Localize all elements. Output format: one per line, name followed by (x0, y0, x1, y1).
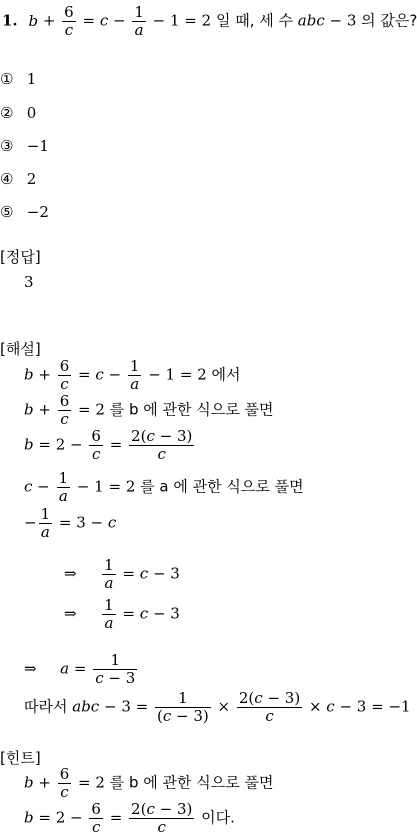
solution-line-1: b + $\frac{6}{c}$ = c − $\frac{1}{a}$ − 1 = 2 에서 (24, 357, 241, 393)
hint-label: [힌트] (0, 749, 41, 767)
choice-3[interactable]: ③ −1 (0, 137, 49, 155)
solution-line-9: 따라서 abc − 3 = $\frac{1}{(c - 3)}$ × $\frac{2(c - 3)}{c}$ × c − 3 = −1 (24, 689, 411, 725)
answer-label: [정답] (0, 248, 41, 266)
solution-line-6: ⇒ $\frac{1}{a}$ = c − 3 (64, 556, 180, 592)
hint-line-2: b = 2 − $\frac{6}{c}$ = $\frac{2(c - 3)}{c}$ 이다. (24, 800, 235, 836)
solution-label: [해설] (0, 340, 41, 358)
answer-value: 3 (24, 273, 34, 291)
solution-line-8: ⇒ a = $\frac{1}{c - 3}$ (24, 651, 136, 687)
problem-statement: 1. b + $\frac{6}{c}$ = c − $\frac{1}{a}$ − 1 = 2 일 때, 세 수 abc − 3 의 값은? (2, 3, 417, 39)
solution-line-3: b = 2 − $\frac{6}{c}$ = $\frac{2(c - 3)}{c}$ (24, 427, 193, 463)
solution-line-4: c − $\frac{1}{a}$ − 1 = 2 를 a 에 관한 식으로 풀면 (24, 469, 304, 505)
choice-5[interactable]: ⑤ −2 (0, 203, 49, 221)
solution-line-2: b + $\frac{6}{c}$ = 2 를 b 에 관한 식으로 풀면 (24, 392, 274, 428)
choice-2[interactable]: ② 0 (0, 104, 37, 122)
solution-line-7: ⇒ $\frac{1}{a}$ = c − 3 (64, 596, 180, 632)
choice-1[interactable]: ① 1 (0, 70, 37, 88)
hint-line-1: b + $\frac{6}{c}$ = 2 를 b 에 관한 식으로 풀면 (24, 765, 274, 801)
problem-number: 1. (2, 11, 18, 30)
choice-4[interactable]: ④ 2 (0, 170, 37, 188)
solution-line-5: − $\frac{1}{a}$ = 3 − c (24, 505, 117, 541)
